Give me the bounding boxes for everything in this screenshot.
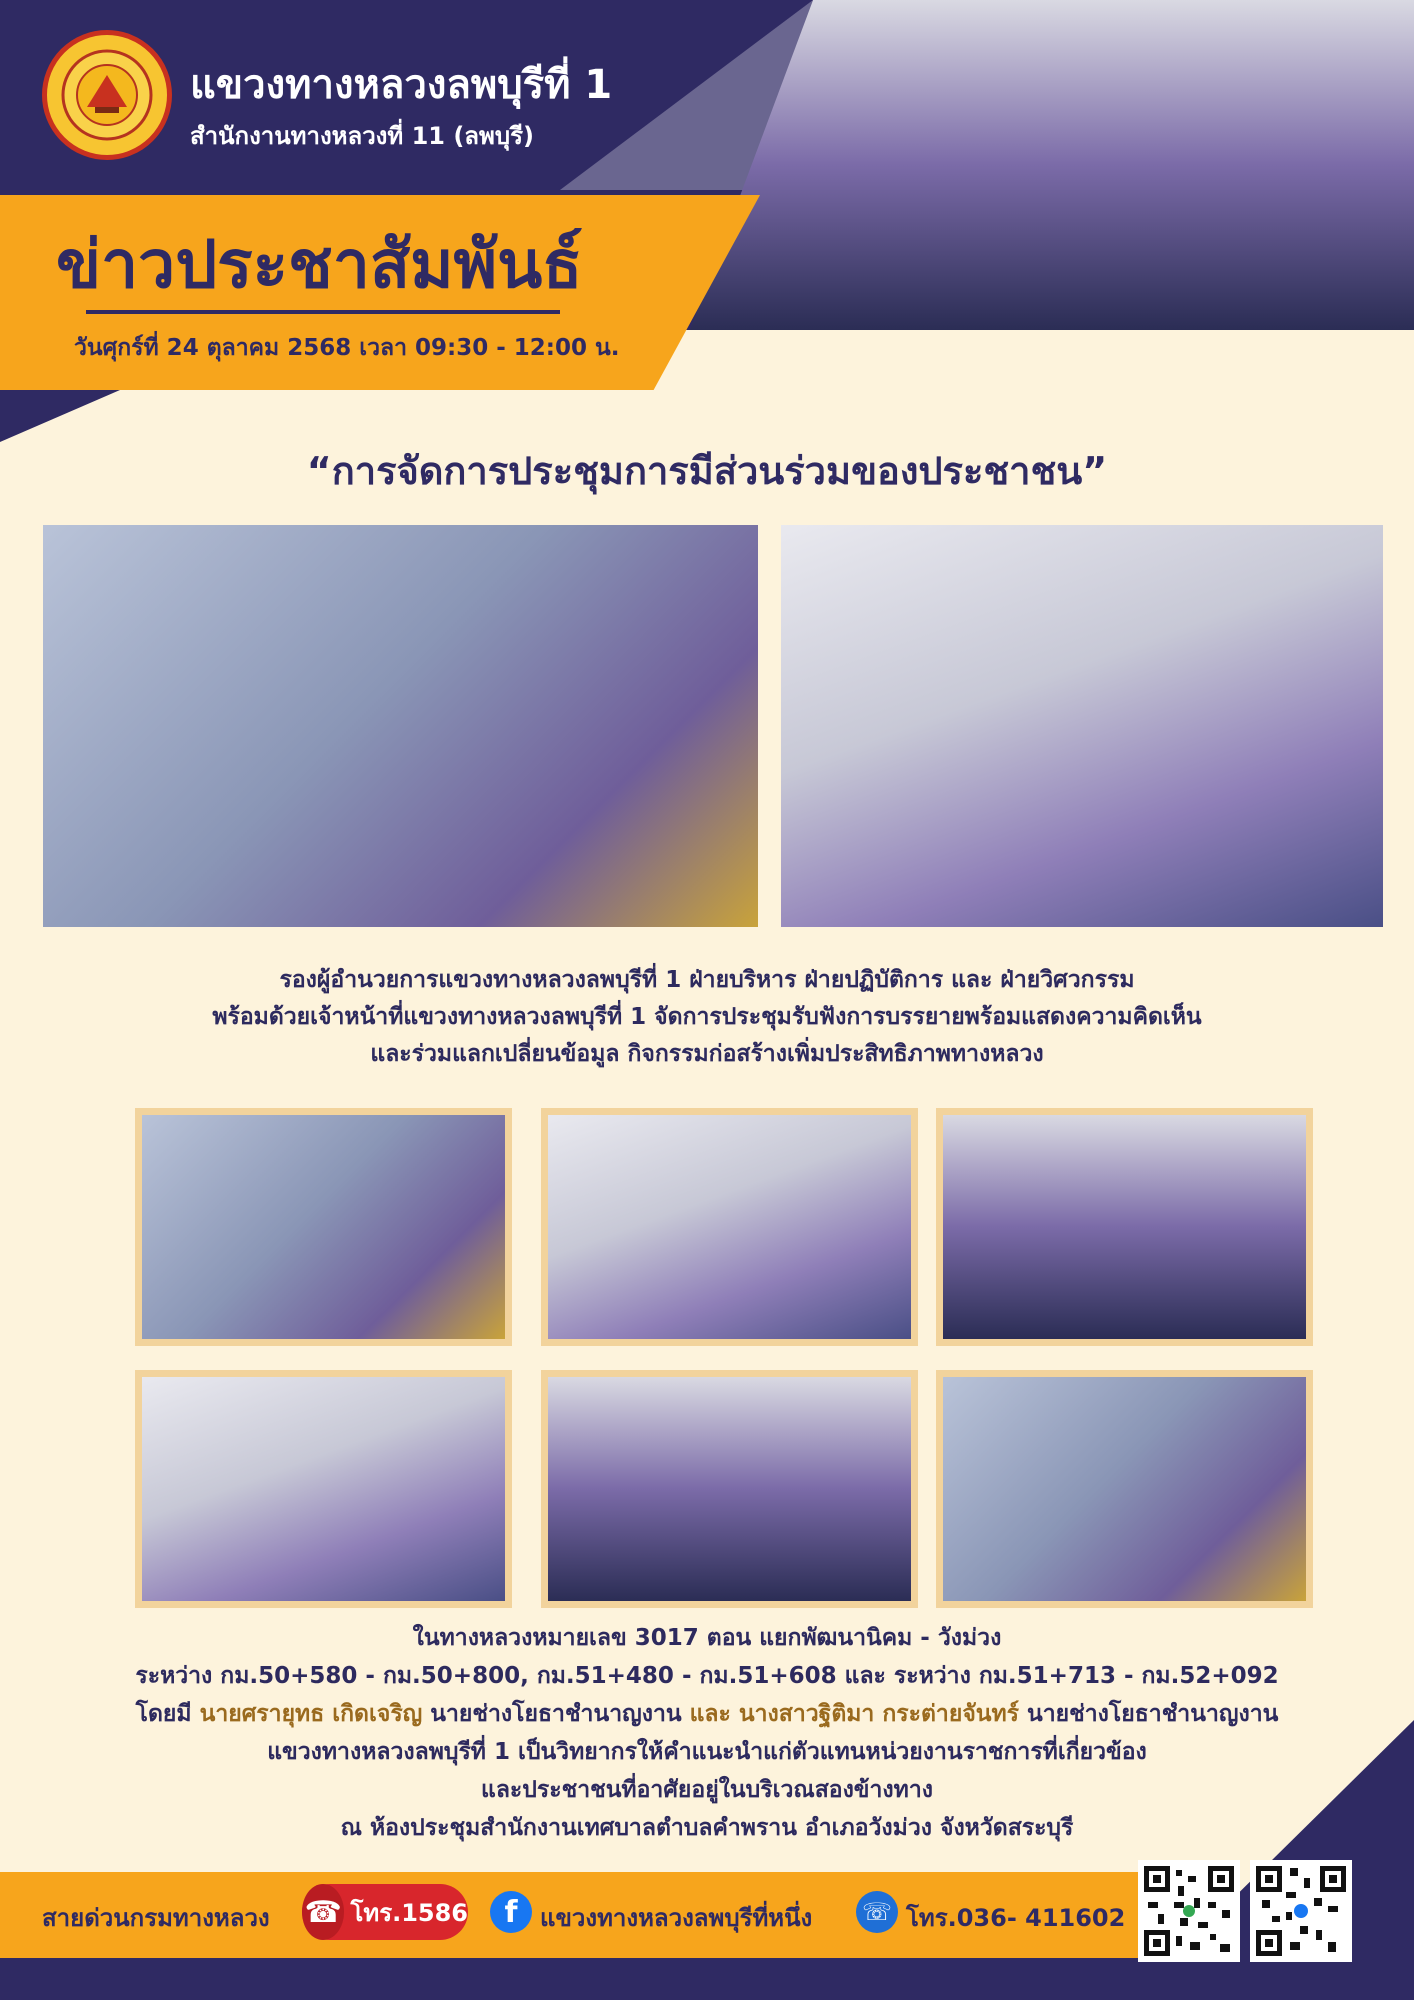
intro-line-2: พร้อมด้วยเจ้าหน้าที่แขวงทางหลวงลพบุรีที่ 1 จัดการประชุมรับฟังการบรรยายพร้อมแสดงความคิดเห็น: [212, 1004, 1202, 1030]
detail-line-4: แขวงทางหลวงลพบุรีที่ 1 เป็นวิทยากรให้คำแนะนำแก่ตัวแทนหน่วยงานราชการที่เกี่ยวข้อง: [267, 1739, 1147, 1765]
phone-icon[interactable]: ☏: [856, 1891, 898, 1933]
grid-photo-2: [541, 1108, 918, 1346]
intro-line-3: และร่วมแลกเปลี่ยนข้อมูล กิจกรรมก่อสร้างเพิ่มประสิทธิภาพทางหลวง: [370, 1041, 1044, 1067]
detail-line-1: ในทางหลวงหมายเลข 3017 ตอน แยกพัฒนานิคม - วังม่วง: [412, 1625, 1002, 1651]
banner-title: ข่าวประชาสัมพันธ์: [56, 226, 583, 303]
detail-line-2: ระหว่าง กม.50+580 - กม.50+800, กม.51+480 - กม.51+608 และ ระหว่าง กม.51+713 - กม.52+092: [135, 1663, 1279, 1689]
detail-line-6: ณ ห้องประชุมสำนักงานเทศบาลตำบลคำพราน อำเภอวังม่วง จังหวัดสระบุรี: [340, 1815, 1074, 1841]
grid-photo-6: [936, 1370, 1313, 1608]
detail-prefix: โดยมี: [135, 1701, 192, 1727]
org-subtitle: สำนักงานทางหลวงที่ 11 (ลพบุรี): [190, 122, 534, 150]
meeting-photo-1: [43, 525, 758, 927]
speaker-2-name: นางสาวฐิติมา กระต่ายจันทร์: [738, 1701, 1020, 1727]
detail-line-5: และประชาชนที่อาศัยอยู่ในบริเวณสองข้างทาง: [481, 1777, 933, 1803]
detail-line-3: [0, 1696, 1414, 1732]
speaker-1-role: นายช่างโยธาชำนาญงาน: [430, 1701, 682, 1727]
headline: “การจัดการประชุมการมีส่วนร่วมของประชาชน”: [306, 449, 1108, 493]
header-photo: [690, 0, 1414, 330]
grid-photo-1: [135, 1108, 512, 1346]
org-title: แขวงทางหลวงลพบุรีที่ 1: [190, 62, 613, 108]
speaker-2-role: นายช่างโยธาชำนาญงาน: [1027, 1701, 1279, 1727]
qr-code-icon[interactable]: [1250, 1860, 1352, 1962]
event-date: วันศุกร์ที่ 24 ตุลาคม 2568 เวลา 09:30 - 12:00 น.: [74, 335, 620, 361]
hotline-pill[interactable]: [302, 1884, 468, 1940]
logo-seal-icon: [42, 30, 172, 160]
phone-call-icon: ☎: [302, 1884, 344, 1940]
hotline-label: สายด่วนกรมทางหลวง: [42, 1904, 270, 1932]
banner-wedge: [0, 390, 120, 442]
phone-number[interactable]: โทร.036- 411602: [906, 1904, 1126, 1932]
grid-photo-5: [541, 1370, 918, 1608]
speaker-1-name: นายศรายุทธ เกิดเจริญ: [199, 1701, 423, 1727]
hotline-number: โทร.1586: [350, 1898, 468, 1927]
meeting-photo-2: [781, 525, 1383, 927]
facebook-icon[interactable]: f: [490, 1891, 532, 1933]
grid-photo-3: [936, 1108, 1313, 1346]
qr-code-icon[interactable]: [1138, 1860, 1240, 1962]
facebook-name[interactable]: แขวงทางหลวงลพบุรีที่หนึ่ง: [540, 1904, 813, 1932]
intro-line-1: รองผู้อำนวยการแขวงทางหลวงลพบุรีที่ 1 ฝ่ายบริหาร ฝ่ายปฏิบัติการ และ ฝ่ายวิศวกรรม: [279, 967, 1135, 993]
footer-bottom-band: [0, 1958, 1414, 2000]
grid-photo-4: [135, 1370, 512, 1608]
detail-and: และ: [689, 1701, 731, 1727]
banner-underline: [86, 310, 560, 314]
